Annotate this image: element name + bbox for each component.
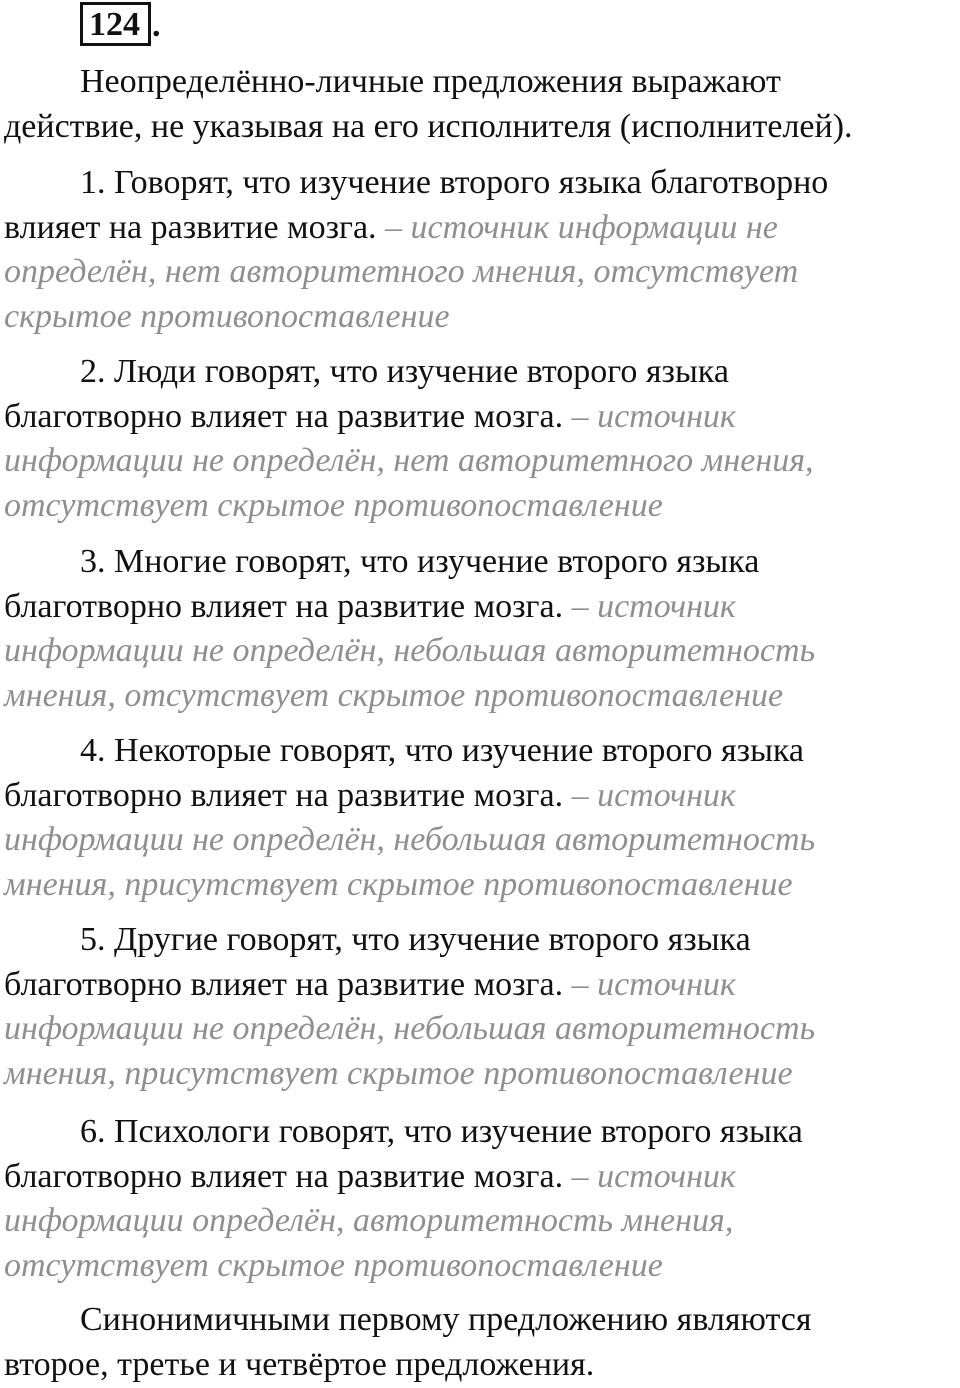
item-note: – источник информации не определён, небольшая авторитетность мнения, присутствует скрытое противопоставление	[4, 776, 816, 903]
item-paragraph-1	[4, 161, 960, 339]
item-note: – источник информации не определён, нет авторитетного мнения, отсутствует скрытое противопоставление	[4, 208, 799, 335]
item-note: – источник информации не определён, небольшая авторитетность мнения, присутствует скрытое противопоставление	[4, 965, 816, 1092]
item-paragraph-4	[4, 729, 960, 907]
item-sentence: 1. Говорят, что изучение второго языка благотворно влияет на развитие мозга.	[4, 164, 829, 246]
item-sentence: 2. Люди говорят, что изучение второго языка благотворно влияет на развитие мозга.	[4, 353, 729, 435]
exercise-number-box: 124	[80, 2, 151, 46]
item-note: – источник информации определён, авторитетность мнения, отсутствует скрытое противопоставление	[4, 1157, 736, 1284]
conclusion-paragraph: Синонимичными первому предложению являются второе, третье и четвёртое предложения.	[4, 1301, 812, 1383]
item-sentence: 6. Психологи говорят, что изучение второго языка благотворно влияет на развитие мозга.	[4, 1113, 803, 1195]
item-paragraph-3	[4, 540, 960, 718]
item-paragraph-6	[4, 1110, 960, 1288]
exercise-number-suffix: .	[152, 7, 161, 44]
item-note: – источник информации не определён, небольшая авторитетность мнения, отсутствует скрытое противопоставление	[4, 587, 816, 714]
intro-paragraph: Неопределённо-личные предложения выражают действие, не указывая на его исполнителя (исполнителей).	[4, 63, 853, 145]
item-paragraph-2	[4, 350, 960, 528]
item-sentence: 4. Некоторые говорят, что изучение второго языка благотворно влияет на развитие мозга.	[4, 732, 805, 814]
item-sentence: 3. Многие говорят, что изучение второго языка благотворно влияет на развитие мозга.	[4, 543, 760, 625]
item-paragraph-5	[4, 918, 960, 1096]
exercise-number	[80, 2, 161, 46]
item-note: – источник информации не определён, нет авторитетного мнения, отсутствует скрытое противопоставление	[4, 397, 814, 524]
item-sentence: 5. Другие говорят, что изучение второго языка благотворно влияет на развитие мозга.	[4, 921, 751, 1003]
